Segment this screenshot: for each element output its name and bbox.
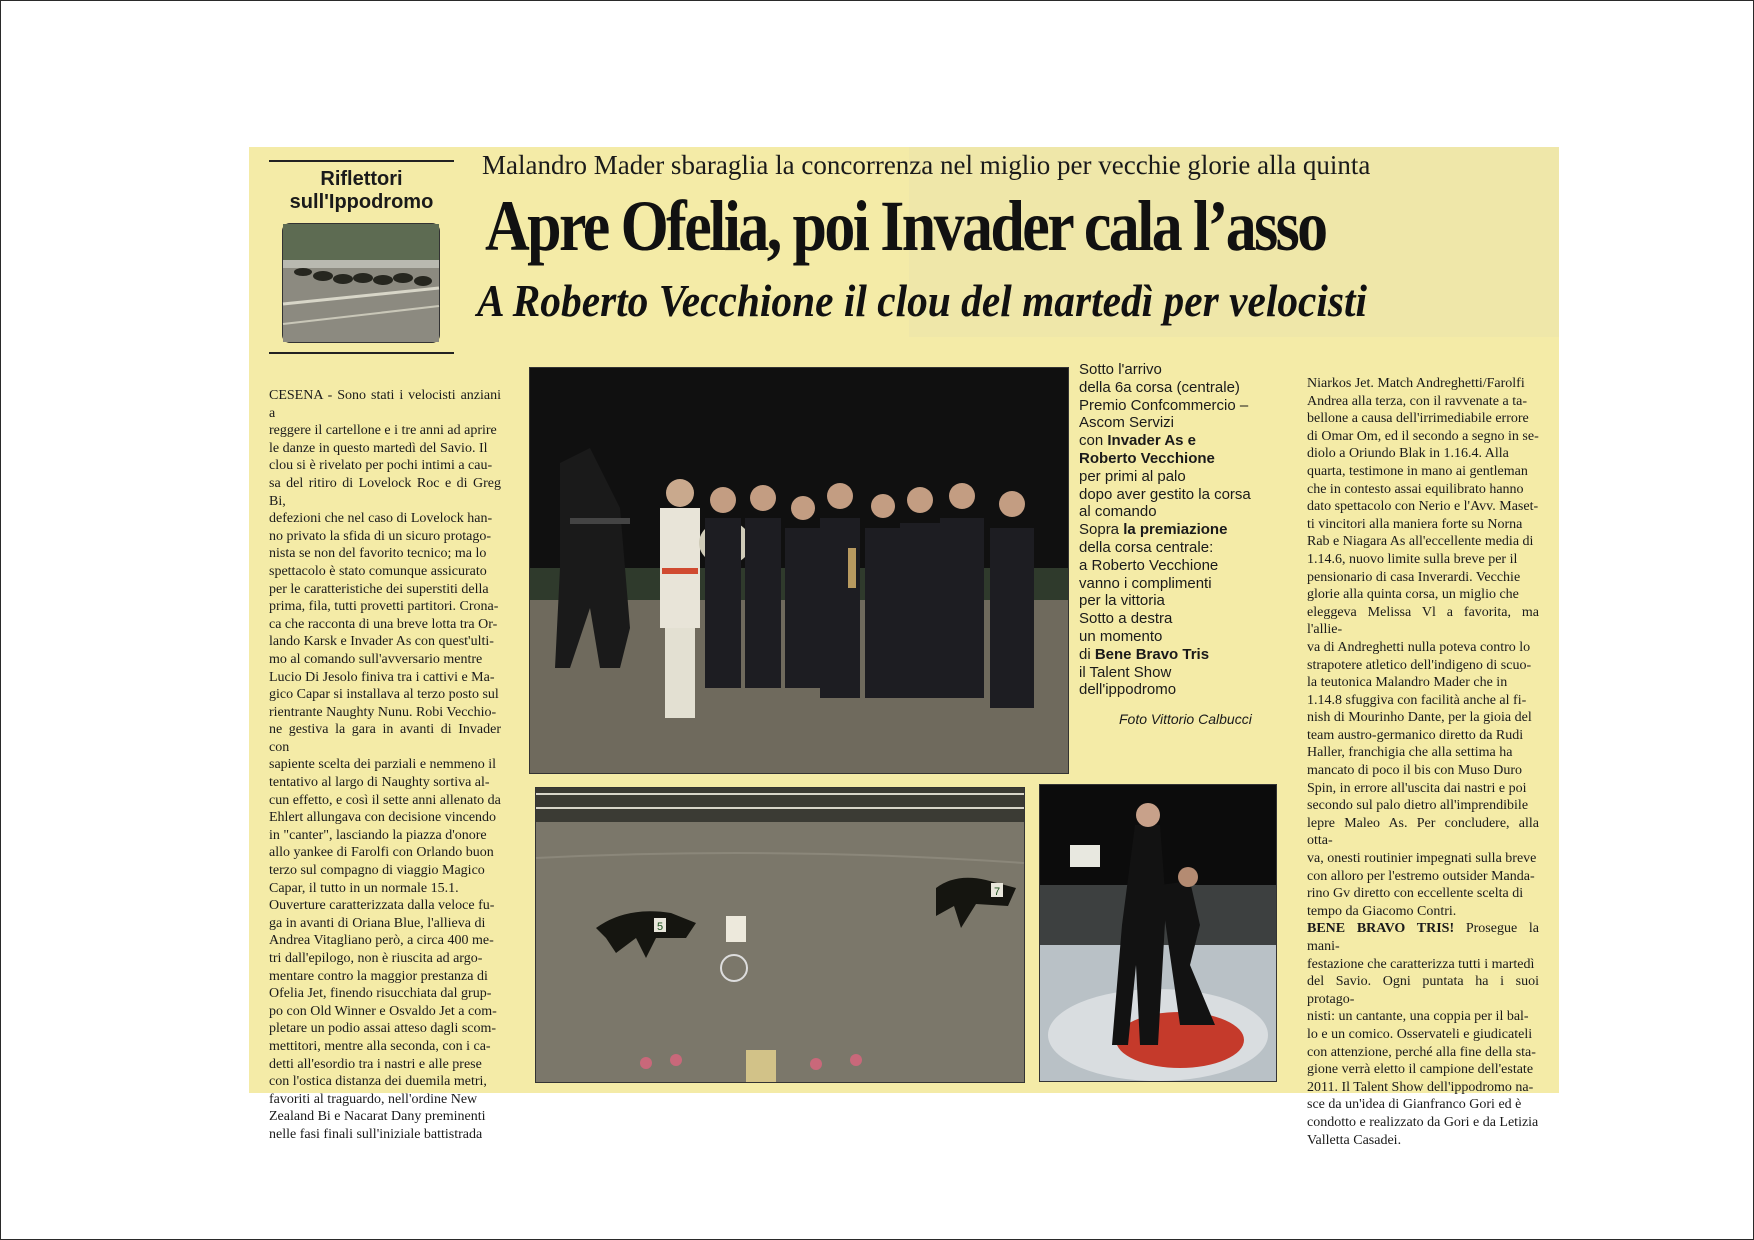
text-line: Andrea Vitagliano però, a circa 400 me- bbox=[269, 933, 494, 949]
text-line: Valletta Casadei. bbox=[1307, 1132, 1402, 1148]
text-line: pensionario di casa Inverardi. Vecchie bbox=[1307, 569, 1521, 585]
text-line: prima, fila, tutti provetti partitori. Crona- bbox=[269, 599, 499, 615]
text-line: 1.14.6, nuovo limite sulla breve per il bbox=[1307, 551, 1518, 567]
photo-caption: Sotto l'arrivo della 6a corsa (centrale) Premio Confcommercio – Ascom Servizi con Invader As e Roberto Vecchione per primi al palo dopo aver gestito la corsa al comando Sopra la premiazione della corsa centrale: a Roberto Vecchione vanno i complimenti per la vittoria Sotto a destra un momento di Bene Bravo Tris il Talent Show dell'ippodromo bbox=[1079, 361, 1251, 699]
text-line: favoriti al traguardo, nell'ordine New bbox=[269, 1091, 478, 1107]
text-line: nelle fasi finali sull'iniziale battistrada bbox=[269, 1126, 483, 1142]
text-line: rino Gv diretto con eccellente scelta di bbox=[1307, 886, 1524, 902]
text-line: la teutonica Malandro Mader che in bbox=[1307, 675, 1508, 691]
section-rule-top bbox=[269, 160, 454, 162]
text-line: ca che racconta di una breve lotta tra Or- bbox=[269, 616, 498, 632]
text-line: tri dall'epilogo, non è riuscita ad argo- bbox=[269, 951, 483, 966]
text-line: sapiente scelta dei parziali e nemmeno il bbox=[269, 757, 497, 773]
text-line: che in contesto assai equilibrato hanno bbox=[1307, 481, 1524, 497]
text-line: lando Karsk e Invader As con quest'ulti- bbox=[269, 634, 494, 650]
text-line: 1.14.8 sfuggiva con facilità anche al fi- bbox=[1307, 692, 1527, 708]
text-line: Niarkos Jet. Match Andreghetti/Farolfi bbox=[1307, 376, 1525, 391]
text-line: terzo sul compagno di viaggio Magico bbox=[269, 863, 485, 879]
text-line: nisti: un cantante, una coppia per il bal- bbox=[1307, 1009, 1529, 1025]
text-line: gico Capar si installava al terzo posto sul bbox=[269, 687, 499, 703]
photo-talent-show-dance bbox=[1039, 784, 1277, 1082]
bib-number-5: 5 bbox=[656, 921, 664, 933]
text-line: po con Old Winner e Osvaldo Jet a com- bbox=[269, 1003, 497, 1019]
text-line: secondo sul palo dietro all'imprendibile bbox=[1307, 798, 1529, 814]
text-line: ti vincitori alla maniera forte su Norna bbox=[1307, 516, 1523, 532]
text-line: condotto e realizzato da Gori e da Letizia bbox=[1307, 1114, 1539, 1130]
text-line: tempo da Giacomo Contri. bbox=[1307, 903, 1457, 919]
text-line: ne gestiva la gara in avanti di Invader con bbox=[269, 722, 501, 755]
text-line: nish di Mourinho Dante, per la gioia del bbox=[1307, 710, 1532, 726]
article-column-right bbox=[1307, 375, 1539, 1149]
text-line: Haller, franchigia che alla settima ha bbox=[1307, 745, 1513, 761]
text-line: con attenzione, perché alla fine della sta- bbox=[1307, 1044, 1536, 1060]
text-line: va di Andreghetti nulla poteva contro lo bbox=[1307, 639, 1531, 655]
text-line: bellone a causa dell'irrimediabile errore bbox=[1307, 411, 1529, 427]
text-line: defezioni che nel caso di Lovelock han- bbox=[269, 511, 493, 527]
photo-race-finish bbox=[535, 787, 1025, 1083]
subhead: A Roberto Vecchione il clou del martedì per velocisti bbox=[477, 275, 1368, 326]
text-line: Capar, il tutto in un normale 15.1. bbox=[269, 880, 459, 896]
text-line: no privato la sfida di un sicuro protago- bbox=[269, 528, 492, 544]
text-line: mo al comando sull'avversario mentre bbox=[269, 651, 483, 667]
text-line: quarta, testimone in mano ai gentleman bbox=[1307, 463, 1528, 479]
text-line: mancato di poco il bis con Muso Duro bbox=[1307, 763, 1523, 779]
text-line: rientrante Naughty Nunu. Robi Vecchio- bbox=[269, 704, 497, 720]
text-line: allo yankee di Farolfi con Orlando buon bbox=[269, 845, 494, 861]
text-line: tentativo al largo di Naughty sortiva al- bbox=[269, 775, 490, 791]
text-line: del Savio. Ogni puntata ha i suoi protago- bbox=[1307, 974, 1539, 1007]
text-line: Spin, in errore all'uscita dai nastri e poi bbox=[1307, 780, 1527, 796]
text-line: eleggeva Melissa Vl a favorita, ma l'allie- bbox=[1307, 604, 1539, 638]
kicker: Malandro Mader sbaraglia la concorrenza nel miglio per vecchie glorie alla quinta bbox=[482, 150, 1371, 180]
text-line: con alloro per l'estremo outsider Manda- bbox=[1307, 868, 1535, 884]
text-line: detti all'esordio tra i nastri e alle prese bbox=[269, 1056, 482, 1072]
text-line: in "canter", lasciando la piazza d'onore bbox=[269, 827, 487, 843]
section-rule-bottom bbox=[269, 352, 454, 354]
text-line: sa del ritiro di Lovelock Roc e di Greg Bi, bbox=[269, 475, 501, 509]
text-line: CESENA - Sono stati i velocisti anziani a bbox=[269, 388, 501, 421]
text-line: di Omar Om, ed il secondo a segno in se- bbox=[1307, 428, 1539, 444]
text-line: strapotere atletico dell'indigeno di scuo- bbox=[1307, 657, 1532, 673]
photo-award-ceremony bbox=[529, 367, 1069, 774]
text-line: sce da un'idea di Gianfranco Gori ed è bbox=[1307, 1097, 1522, 1113]
text-line: clou si è rivelato per pochi intimi a cau- bbox=[269, 458, 493, 474]
text-line: cun effetto, e così il sette anni allenato da bbox=[269, 792, 501, 808]
paragraph-lead: BENE BRAVO TRIS! bbox=[1307, 921, 1455, 937]
text-line: diolo a Oriundo Blak in 1.16.4. Alla bbox=[1307, 446, 1509, 462]
thumbnail-race-photo bbox=[282, 223, 440, 343]
text-line: mentare contro la maggior prestanza di bbox=[269, 968, 488, 984]
text-line: con l'ostica distanza dei duemila metri, bbox=[269, 1074, 487, 1090]
text-line: lepre Maleo As. Per concludere, alla otta- bbox=[1307, 815, 1539, 849]
text-line: Lucio Di Jesolo finiva tra i cattivi e Ma- bbox=[269, 669, 495, 685]
text-line: Zealand Bi e Nacarat Dany preminenti bbox=[269, 1109, 486, 1125]
text-line: festazione che caratterizza tutti i martedì bbox=[1307, 956, 1535, 972]
text-line: per le caratteristiche dei superstiti della bbox=[269, 581, 489, 597]
text-line: nista se non del favorito tecnico; ma lo bbox=[269, 546, 487, 562]
photo-credit: Foto Vittorio Calbucci bbox=[1119, 711, 1252, 727]
text-line: pletare un podio assai atteso dagli scom- bbox=[269, 1021, 497, 1037]
section-title: Riflettori sull'Ippodromo bbox=[289, 168, 434, 213]
text-line: dato spettacolo con Nerio e l'Avv. Maset- bbox=[1307, 499, 1539, 515]
text-line: le danze in questo martedì del Savio. Il bbox=[269, 440, 488, 456]
text-line: Andrea alla terza, con il ravvenate a ta- bbox=[1307, 393, 1527, 409]
newspaper-clipping bbox=[249, 147, 1559, 1148]
text-line: glorie alla quinta corsa, un miglio che bbox=[1307, 587, 1519, 603]
paragraph-lead-rest: Prosegue la mani- bbox=[1307, 921, 1539, 954]
text-line: 2011. Il Talent Show dell'ippodromo na- bbox=[1307, 1079, 1534, 1095]
text-line: Ouverture caratterizzata dalla veloce fu- bbox=[269, 898, 495, 914]
text-line bbox=[1307, 920, 1539, 955]
headline: Apre Ofelia, poi Invader cala l’asso bbox=[485, 186, 1326, 266]
text-line: Ehlert allungava con decisione vincendo bbox=[269, 810, 497, 826]
text-line: Rab e Niagara As all'eccellente media di bbox=[1307, 534, 1534, 550]
text-line: Ofelia Jet, finendo risucchiata dal grup- bbox=[269, 986, 492, 1002]
text-line: mettitori, mentre alla seconda, con i ca- bbox=[269, 1038, 491, 1054]
article-column-left bbox=[269, 387, 501, 1144]
text-line: lo e un comico. Osservateli e giudicateli bbox=[1307, 1026, 1533, 1042]
text-line: spettacolo è stato comunque assicurato bbox=[269, 563, 487, 579]
text-line: reggere il cartellone e i tre anni ad aprire bbox=[269, 423, 497, 439]
bib-number-7: 7 bbox=[993, 886, 1001, 898]
text-line: gione verrà eletto il campione dell'estate bbox=[1307, 1062, 1534, 1078]
text-line: va, onesti routinier impegnati sulla breve bbox=[1307, 851, 1537, 867]
text-line: team austro-germanico diretto da Rudi bbox=[1307, 727, 1524, 743]
text-line: ga in avanti di Oriana Blue, l'allieva di bbox=[269, 915, 486, 931]
